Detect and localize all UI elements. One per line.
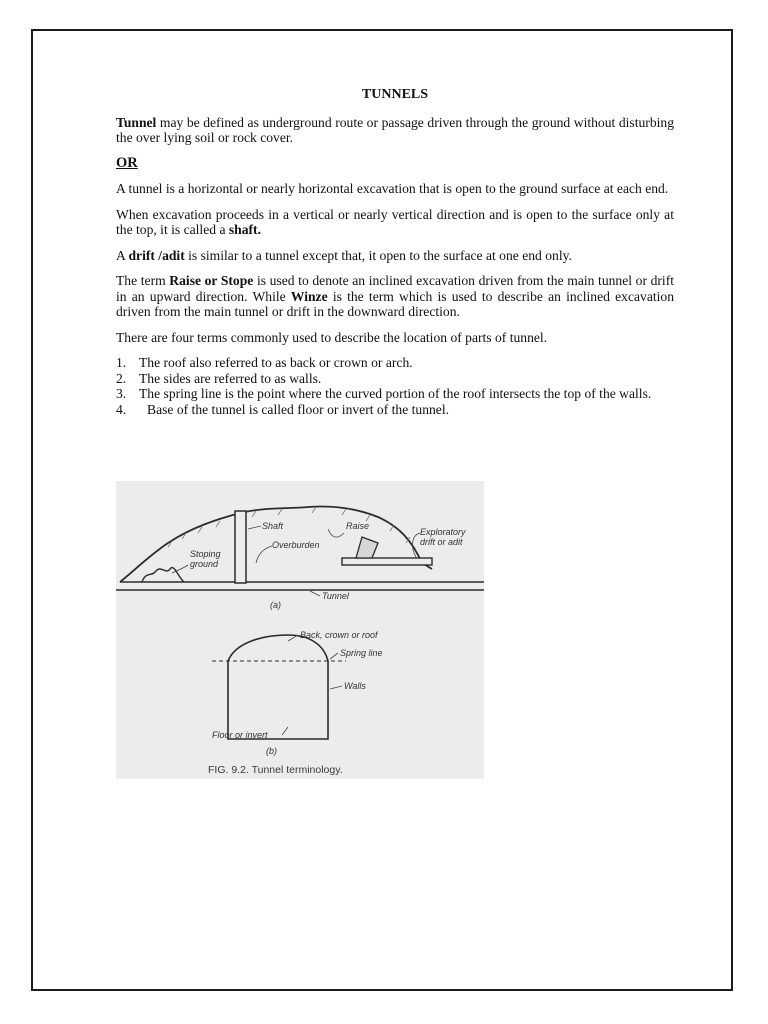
list-item [116, 355, 674, 371]
leader-spring-line [330, 653, 338, 659]
label-spring-line: Spring line [340, 648, 383, 658]
tunnel-cross-section [228, 635, 328, 739]
list-item [116, 402, 674, 418]
figure-caption: FIG. 9.2. Tunnel terminology. [208, 764, 343, 776]
label-exploratory-1: Exploratory [420, 527, 466, 537]
label-part-b: (b) [266, 746, 277, 756]
list-number: 2. [116, 370, 127, 386]
label-exploratory-2: drift or adit [420, 537, 463, 547]
leader-shaft [248, 526, 261, 529]
para-shaft [116, 207, 674, 238]
leader-overburden [256, 546, 272, 563]
para-raise-mid: is used to denote an inclined excavation driven from the main tunnel or drift in an upward direction. While [116, 273, 674, 304]
tunnel-terminology-figure [116, 481, 484, 779]
label-raise: Raise [346, 521, 370, 531]
label-stoping-1: Stoping [190, 549, 221, 559]
list-text: The sides are referred to as walls. [139, 370, 322, 386]
para-raise-prefix: The term [116, 273, 170, 288]
label-overburden: Overburden [272, 540, 320, 550]
tunnel-definition-text: may be defined as underground route or passage driven through the ground without disturbing the over lying soil or rock cover. [116, 114, 674, 145]
para-drift [116, 248, 674, 264]
para-drift-prefix: A [116, 247, 129, 263]
page-title: TUNNELS [361, 87, 429, 102]
or-separator: OR [116, 154, 138, 171]
terms-list [116, 355, 674, 417]
document-body [116, 87, 674, 417]
list-text: The roof also referred to as back or crown or arch. [139, 355, 413, 370]
label-stoping-2: ground [190, 559, 219, 569]
term-tunnel: Tunnel [116, 114, 157, 130]
term-drift-adit: drift /adit [128, 247, 185, 263]
leader-walls [330, 686, 342, 689]
exploratory-drift [342, 558, 432, 565]
raise [356, 537, 378, 558]
term-raise-stope: Raise or Stope [169, 273, 254, 288]
para-raise [116, 273, 674, 320]
para-shaft-text: When excavation proceeds in a vertical or nearly vertical direction and is open to the surface only at the top, it is called a [116, 206, 674, 237]
stoping-ground [142, 568, 184, 582]
list-item [116, 386, 674, 402]
label-shaft: Shaft [262, 521, 284, 531]
para-horizontal: A tunnel is a horizontal or nearly horizontal excavation that is open to the ground surface at each end. [116, 181, 669, 196]
tunnel-diagram [116, 481, 484, 779]
list-item [116, 371, 674, 387]
label-floor: Floor or invert [212, 730, 268, 740]
list-number: 3. [116, 386, 127, 401]
para-drift-text: is similar to a tunnel except that, it open to the surface at one end only. [184, 247, 572, 263]
leader-raise [328, 529, 344, 537]
tunnel-definition [116, 115, 674, 146]
term-winze: Winze [290, 288, 328, 304]
list-number: 4. [116, 401, 127, 417]
list-number: 1. [116, 355, 127, 370]
shaft [235, 511, 246, 583]
label-part-a: (a) [270, 600, 281, 610]
para-terms-intro: There are four terms commonly used to describe the location of parts of tunnel. [116, 329, 548, 345]
para-raise-suffix: is the term which is used to describe an inclined excavation driven from the main tunnel or drift in the downward direction. [116, 288, 674, 319]
label-tunnel: Tunnel [322, 591, 349, 601]
list-text: Base of the tunnel is called floor or invert of the tunnel. [147, 401, 449, 417]
label-walls: Walls [344, 681, 366, 691]
list-text: The spring line is the point where the curved portion of the roof intersects the top of the walls. [139, 386, 652, 401]
term-shaft: shaft. [228, 222, 261, 237]
label-back: Back, crown or roof [300, 630, 378, 640]
leader-tunnel [310, 591, 320, 596]
